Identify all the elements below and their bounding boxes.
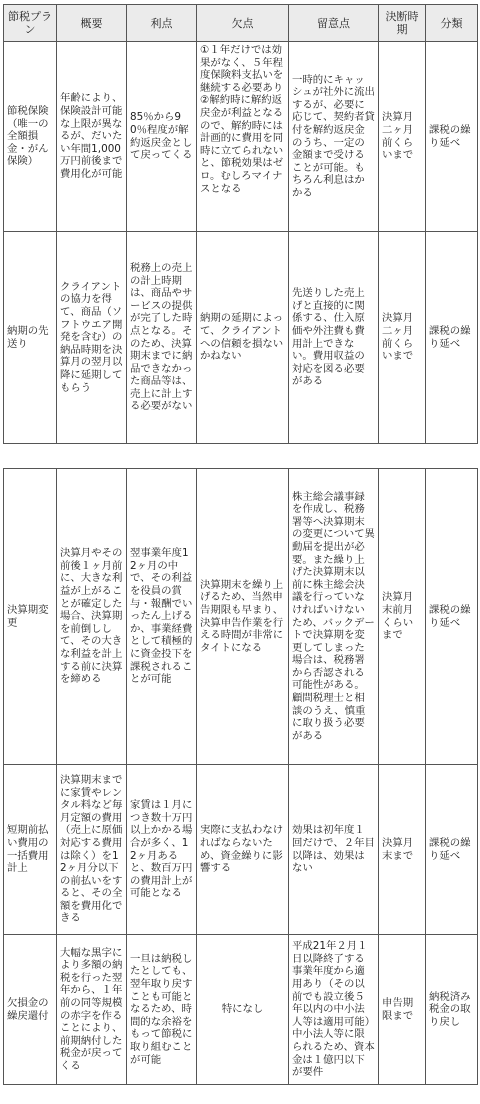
- header-row: [4, 5, 478, 42]
- category-cell: 納税済み税金の取り戻し: [426, 935, 478, 1085]
- summary-cell: クライアントの協力を得て、商品（ソフトウエア開発を含む）の納品時期を決算月の翌月以降に延期してもらう: [57, 232, 127, 444]
- plan-cell: 欠損金の繰戻還付: [4, 935, 57, 1085]
- header-caution: 留意点: [289, 5, 379, 42]
- plan-cell: 納期の先送り: [4, 232, 57, 444]
- demerit-cell: ①１年だけでは効果がなく、５年程度保険料支払いを継続する必要あり ②解約時に解約返戻金が利益となるので、解約時には計画的に費用を同時に立てられないと、節税効果はゼロ。むしろマイナスとなる: [197, 42, 289, 232]
- category-cell: 課税の繰り延べ: [426, 42, 478, 232]
- summary-cell: 年齢により、保険設計可能な上限が異なるが、だいたい年間1,000万円前後まで費用化が可能: [57, 42, 127, 232]
- header-summary: 概要: [57, 5, 127, 42]
- tax-plan-table-bottom: [3, 468, 478, 1085]
- timing-cell: 決算月二ヶ月前くらいまで: [379, 232, 426, 444]
- timing-cell: 決算月二ヶ月前くらいまで: [379, 42, 426, 232]
- category-cell: 課税の繰り延べ: [426, 232, 478, 444]
- caution-cell: 効果は初年度１回だけで、２年目以降は、効果はない: [289, 765, 379, 935]
- header-plan: 節税プラン: [4, 5, 57, 42]
- timing-cell: 決算月末前月くらいまで: [379, 469, 426, 765]
- caution-cell: 先送りした売上げと直接的に関係する、仕入原価や外注費も費用計上できない。費用収益の対応を図る必要がある: [289, 232, 379, 444]
- caution-cell: 平成21年２月１日以降終了する事業年度から適用あり（その以前でも設立後５年以内の中小法人等は適用可能）中小法人等に限られるため、資本金は１億円以下が要件: [289, 935, 379, 1085]
- plan-cell: 節税保険（唯一の全額損金・がん保険）: [4, 42, 57, 232]
- table-row: [4, 935, 478, 1085]
- table-row: [4, 469, 478, 765]
- summary-cell: 大幅な黒字により多額の納税を行った翌年から、１年前の同等規模の赤字を作ることにより、前期納付した税金が戻ってくる: [57, 935, 127, 1085]
- header-timing: 決断時期: [379, 5, 426, 42]
- merit-cell: 翌事業年度12ヶ月の中で、その利益を役員の賞与・報酬でいったん上げるか、事業経費として積極的に資金投下を課税されることが可能: [127, 469, 197, 765]
- header-demerit: 欠点: [197, 5, 289, 42]
- demerit-cell: 特になし: [197, 935, 289, 1085]
- merit-cell: 税務上の売上の計上時期は、商品やサービスの提供が完了した時点となる。そのため、決算期末までに納品できなかった商品等は、売上に計上する必要がない: [127, 232, 197, 444]
- timing-cell: 申告期限まで: [379, 935, 426, 1085]
- demerit-cell: 納期の延期によって、クライアントへの信頼を損ないかねない: [197, 232, 289, 444]
- category-cell: 課税の繰り延べ: [426, 765, 478, 935]
- timing-cell: 決算月末まで: [379, 765, 426, 935]
- merit-cell: 家賃は１月につき数十万円以上かかる場合が多く、12ヶ月あると、数百万円の費用計上が可能となる: [127, 765, 197, 935]
- table-row: [4, 765, 478, 935]
- caution-cell: 一時的にキャッシュが社外に流出するが、必要に応じて、契約者貸付を解約返戻金のうち、一定の金額まで受けることが可能。もちろん利息はかかる: [289, 42, 379, 232]
- category-cell: 課税の繰り延べ: [426, 469, 478, 765]
- table-gap: [0, 456, 480, 468]
- tax-plan-table-top: [3, 4, 478, 444]
- plan-cell: 短期前払い費用の一括費用計上: [4, 765, 57, 935]
- demerit-cell: 決算期末を繰り上げるため、当然申告期限も早まり、決算申告作業を行える時間が非常にタイトになる: [197, 469, 289, 765]
- caution-cell: 株主総会議事録を作成し、税務署等へ決算期末の変更について異動届を提出が必要。また繰り上げた決算期末以前に株主総会決議を行っていなければいけないため、バックデートで決算期を変更してしまった場合は、税務署から否認される可能性がある。顧問税理士と相談のうえ、慎重に取り扱う必要がある: [289, 469, 379, 765]
- table-row: [4, 232, 478, 444]
- merit-cell: 一旦は納税したとしても、翌年取り戻すことも可能となるため、時間的な余裕をもって節税に取り組むことが可能: [127, 935, 197, 1085]
- summary-cell: 決算期末までに家賃やレンタル料など毎月定額の費用（売上に原価対応する費用は除く）を12ヶ月分以下の前払いをすると、その全額を費用化できる: [57, 765, 127, 935]
- header-category: 分類: [426, 5, 478, 42]
- header-merit: 利点: [127, 5, 197, 42]
- plan-cell: 決算期変更: [4, 469, 57, 765]
- demerit-cell: 実際に支払わなければならないため、資金繰りに影響する: [197, 765, 289, 935]
- merit-cell: 85％から90％程度が解約返戻金として戻ってくる: [127, 42, 197, 232]
- summary-cell: 決算月やその前後１ヶ月前に、大きな利益が上がることが確定した場合、決算期を前倒しして、その大きな利益を計上する前に決算を締める: [57, 469, 127, 765]
- table-row: [4, 42, 478, 232]
